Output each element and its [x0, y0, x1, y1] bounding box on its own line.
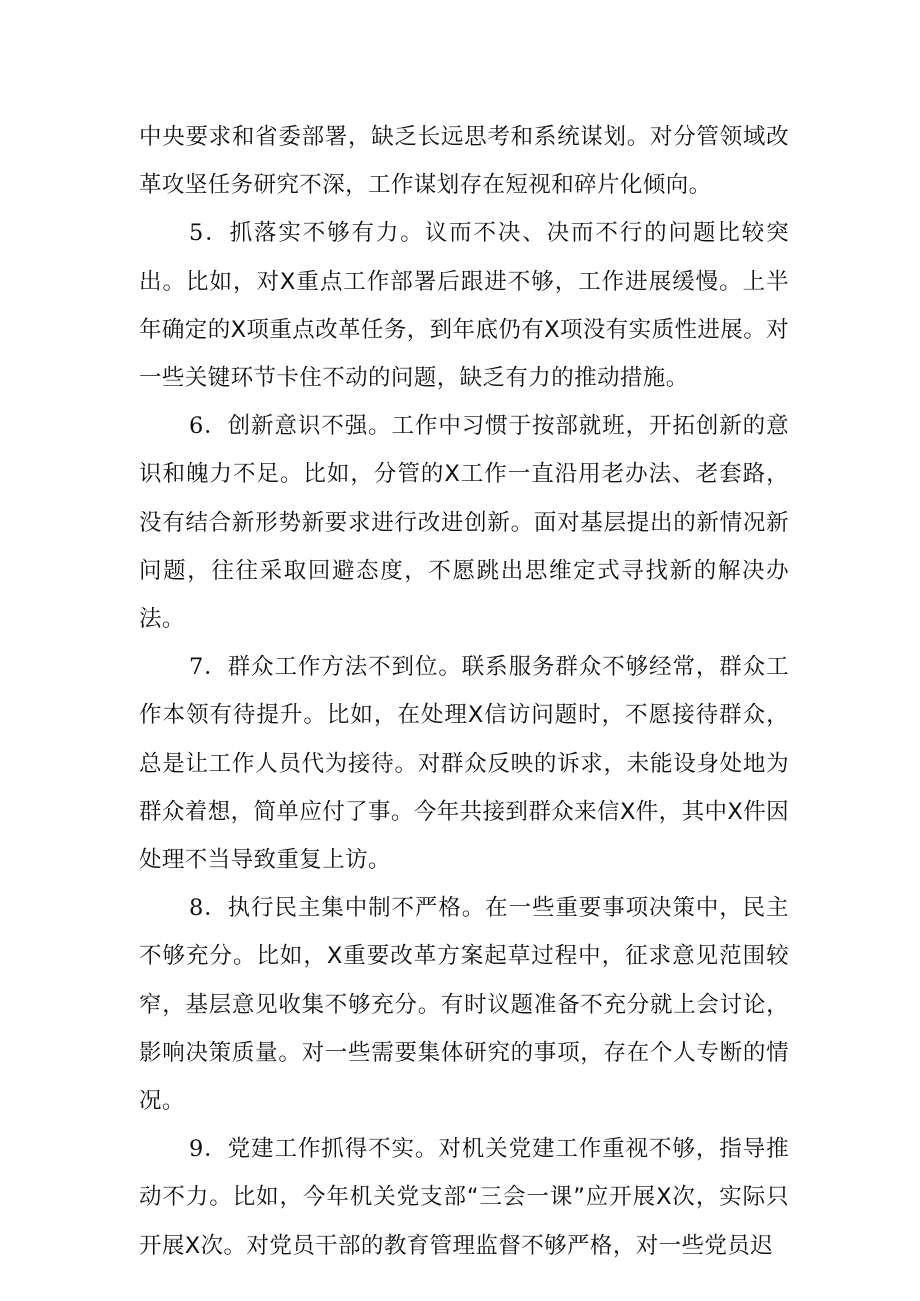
paragraph-body: 在一些重要事项决策中，民主不够充分。比如，X重要改革方案起草过程中，征求意见范围较窄，基层意见收集不够充分。有时议题准备不充分就上会讨论，影响决策质量。对一些需要集体研究的事项，存在个人专断的情况。 [139, 895, 789, 1115]
document-body [139, 113, 789, 1270]
paragraph-9 [139, 1125, 789, 1270]
paragraph-6 [139, 402, 789, 643]
paragraph-5 [139, 209, 789, 402]
paragraph-heading: 8．执行民主集中制不严格。 [189, 895, 486, 922]
paragraph-body: 中央要求和省委部署，缺乏长远思考和系统谋划。对分管领域改革攻坚任务研究不深，工作谋划存在短视和碎片化倾向。 [139, 124, 789, 199]
paragraph-body: 工作中习惯于按部就班，开拓创新的意识和魄力不足。比如，分管的X工作一直沿用老办法、老套路，没有结合新形势新要求进行改进创新。面对基层提出的新情况新问题，往往采取回避态度，不愿跳出思维定式寻找新的解决办法。 [139, 413, 789, 633]
paragraph-heading: 6．创新意识不强。 [189, 413, 392, 440]
paragraph-7 [139, 643, 789, 884]
paragraph-heading: 9．党建工作抓得不实。 [189, 1136, 439, 1163]
paragraph-body: 对机关党建工作重视不够，指导推动不力。比如，今年机关党支部“三会一课”应开展X次，实际只开展X次。对党员干部的教育管理监督不够严格，对一些党员迟 [139, 1136, 789, 1259]
paragraph-8 [139, 884, 789, 1125]
paragraph-body: 议而不决、决而不行的问题比较突出。比如，对X重点工作部署后跟进不够，工作进展缓慢。上半年确定的X项重点改革任务，到年底仍有X项没有实质性进展。对一些关键环节卡住不动的问题，缺乏有力的推动措施。 [139, 220, 789, 392]
paragraph-body: 联系服务群众不够经常，群众工作本领有待提升。比如，在处理X信访问题时，不愿接待群众，总是让工作人员代为接待。对群众反映的诉求，未能设身处地为群众着想，简单应付了事。今年共接到群众来信X件，其中X件因处理不当导致重复上访。 [139, 654, 789, 874]
paragraph-4-continued [139, 113, 789, 209]
paragraph-heading: 7．群众工作方法不到位。 [189, 654, 462, 681]
paragraph-heading: 5．抓落实不够有力。 [189, 220, 425, 247]
